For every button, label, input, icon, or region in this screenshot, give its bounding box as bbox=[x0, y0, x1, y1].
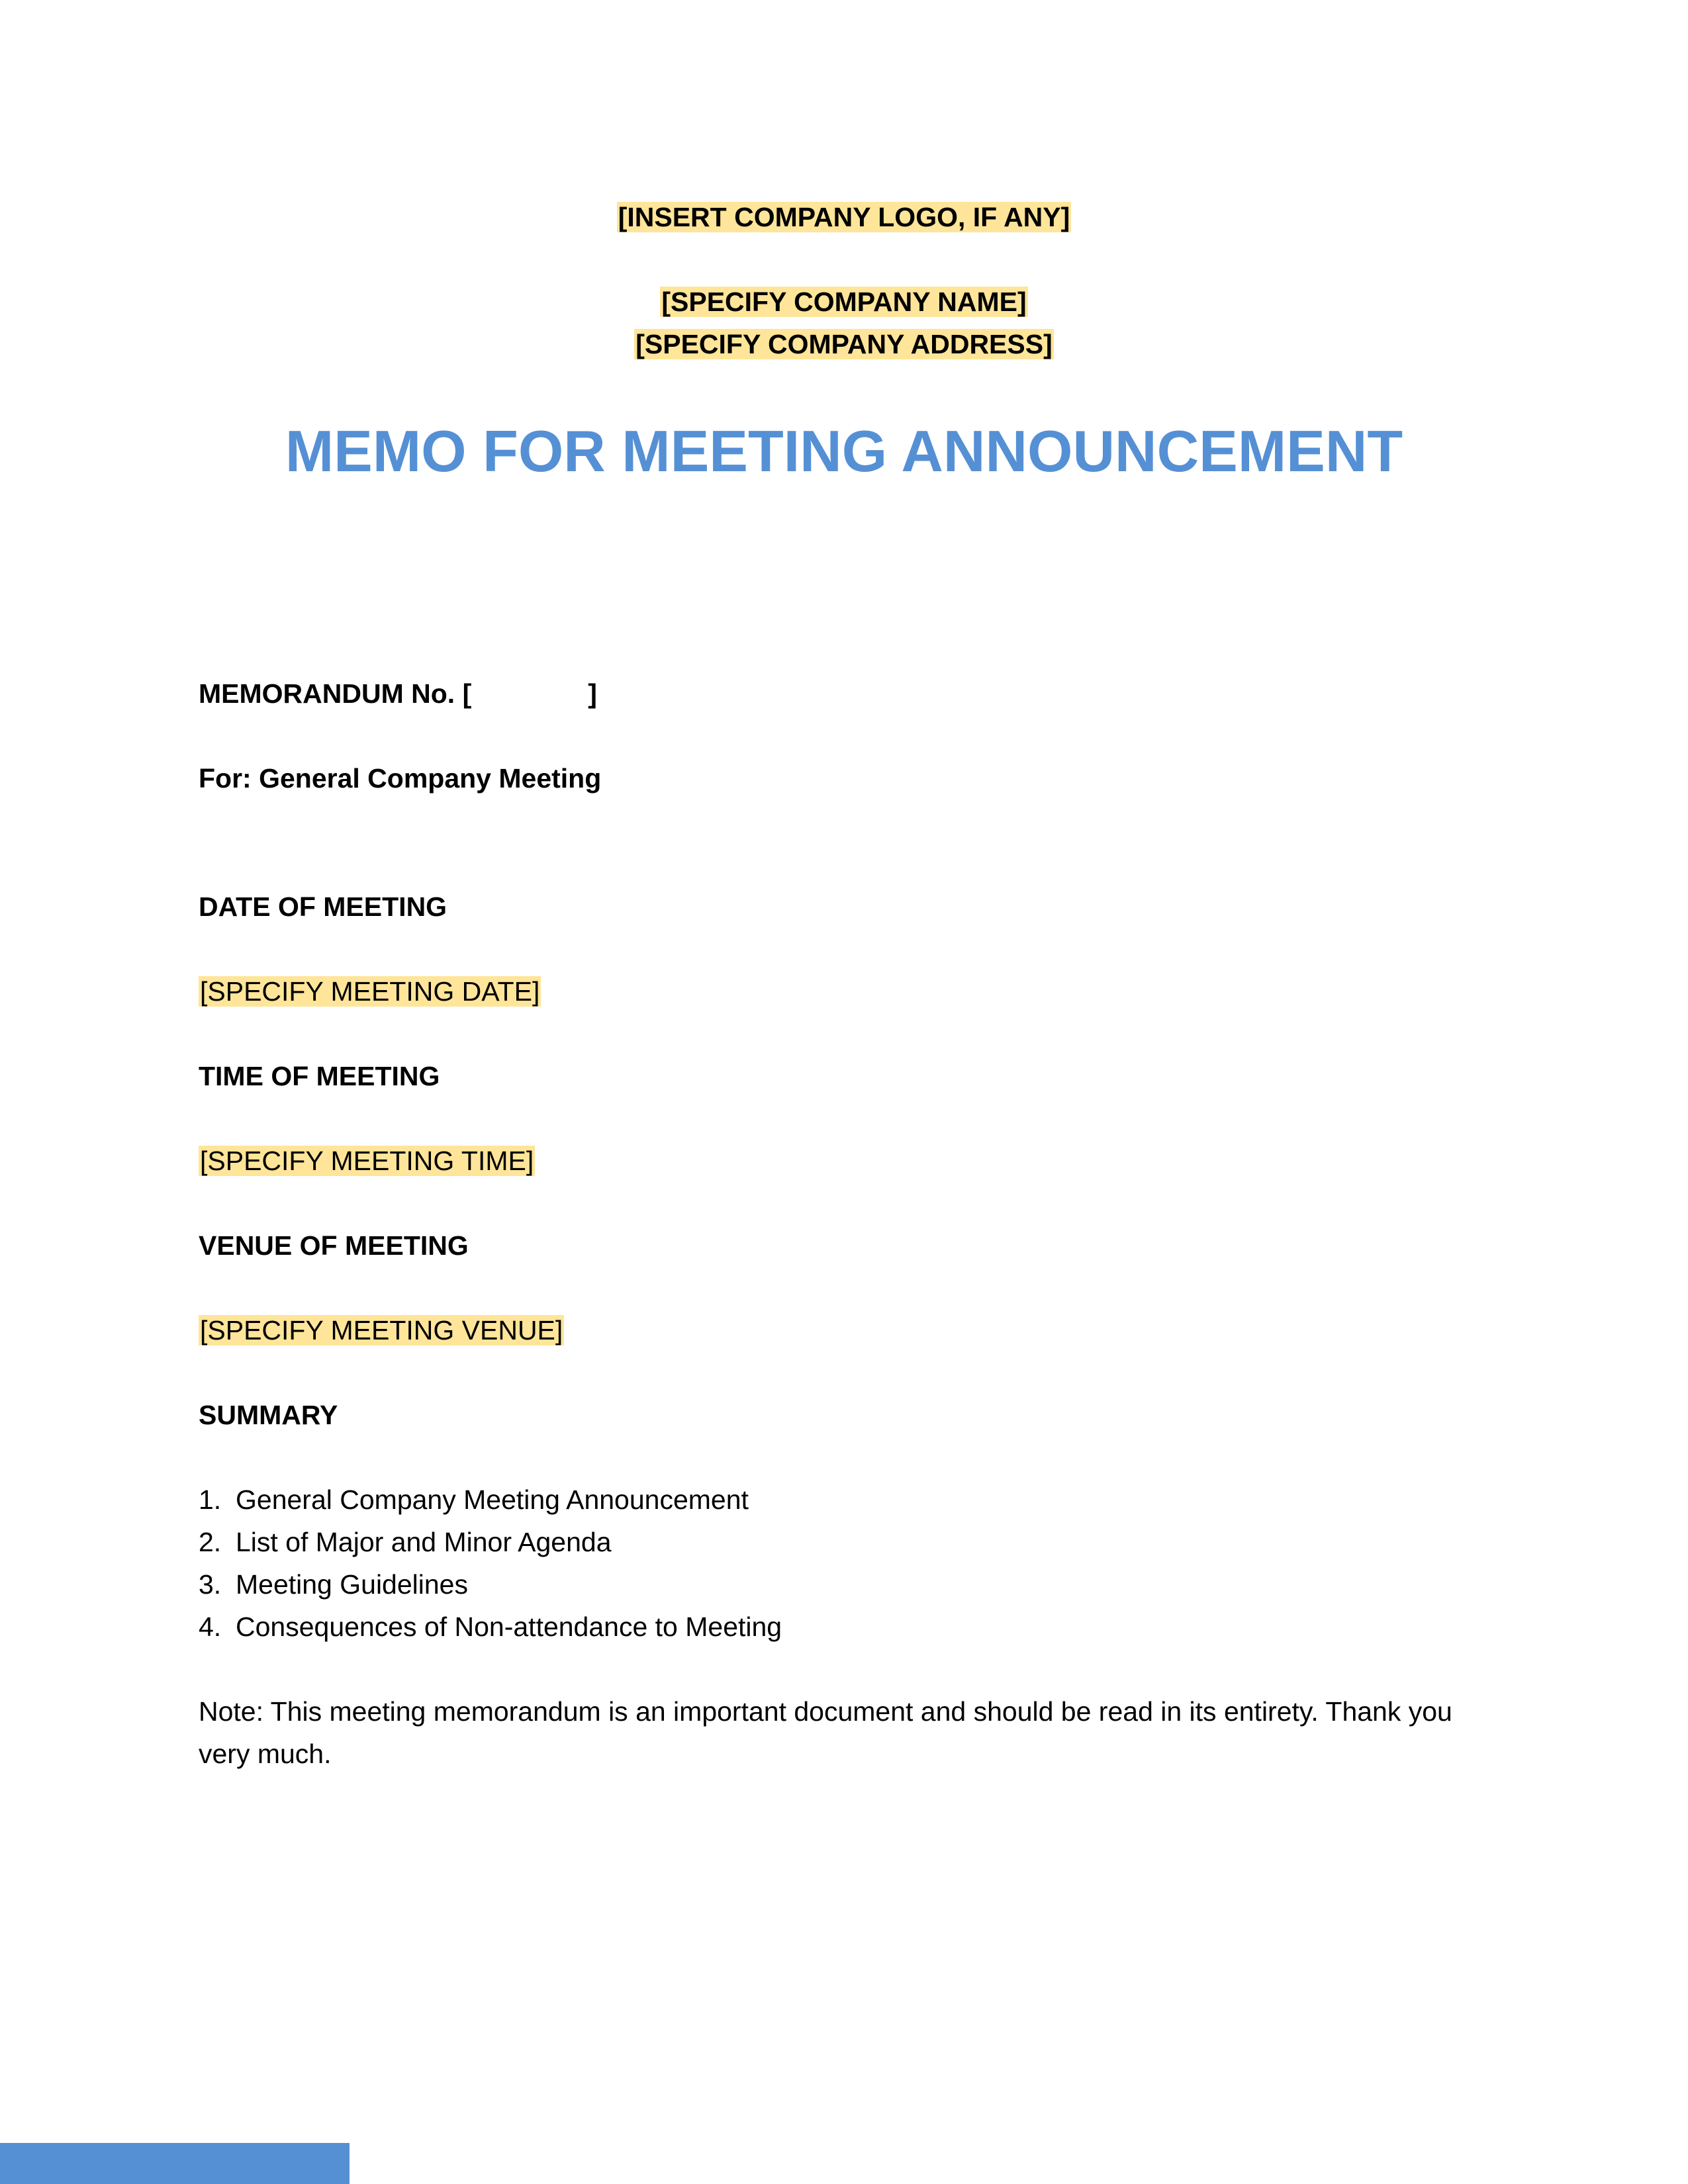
memorandum-number bbox=[199, 672, 1489, 715]
date-heading: DATE OF MEETING bbox=[199, 891, 447, 922]
summary-heading: SUMMARY bbox=[199, 1400, 338, 1430]
list-item bbox=[199, 1606, 1489, 1648]
company-logo-placeholder bbox=[0, 196, 1688, 238]
date-value bbox=[199, 970, 1489, 1013]
footer-accent-bar bbox=[0, 2143, 350, 2184]
list-item bbox=[199, 1563, 1489, 1606]
company-name bbox=[0, 281, 1688, 323]
list-item bbox=[199, 1479, 1489, 1521]
note-paragraph: Note: This meeting memorandum is an important document and should be read in its entirety. Thank you very much. bbox=[199, 1696, 1452, 1769]
list-item-text: List of Major and Minor Agenda bbox=[236, 1527, 612, 1557]
memorandum-number-close: ] bbox=[588, 678, 597, 709]
time-value-text: [SPECIFY MEETING TIME] bbox=[200, 1146, 534, 1176]
memo-for-line: For: General Company Meeting bbox=[199, 763, 602, 794]
time-value bbox=[199, 1140, 1489, 1182]
company-address bbox=[0, 323, 1688, 365]
summary-list bbox=[199, 1479, 1489, 1648]
venue-value-text: [SPECIFY MEETING VENUE] bbox=[200, 1315, 563, 1345]
list-item-number: 3. bbox=[199, 1569, 222, 1600]
list-item-number: 4. bbox=[199, 1612, 222, 1642]
list-item-text: General Company Meeting Announcement bbox=[236, 1484, 749, 1515]
list-item-text: Consequences of Non-attendance to Meeting bbox=[236, 1612, 782, 1642]
document-title: MEMO FOR MEETING ANNOUNCEMENT bbox=[285, 418, 1403, 484]
list-item-number: 2. bbox=[199, 1527, 222, 1557]
list-item-number: 1. bbox=[199, 1484, 222, 1515]
company-address-text: [SPECIFY COMPANY ADDRESS] bbox=[635, 329, 1053, 359]
list-item bbox=[199, 1521, 1489, 1563]
venue-value bbox=[199, 1309, 1489, 1351]
date-value-text: [SPECIFY MEETING DATE] bbox=[200, 976, 540, 1007]
list-item-text: Meeting Guidelines bbox=[236, 1569, 468, 1600]
company-name-text: [SPECIFY COMPANY NAME] bbox=[661, 287, 1027, 317]
memorandum-number-label: MEMORANDUM No. [ bbox=[199, 678, 472, 709]
logo-placeholder-text: [INSERT COMPANY LOGO, IF ANY] bbox=[618, 202, 1070, 232]
time-heading: TIME OF MEETING bbox=[199, 1061, 440, 1091]
venue-heading: VENUE OF MEETING bbox=[199, 1230, 469, 1261]
